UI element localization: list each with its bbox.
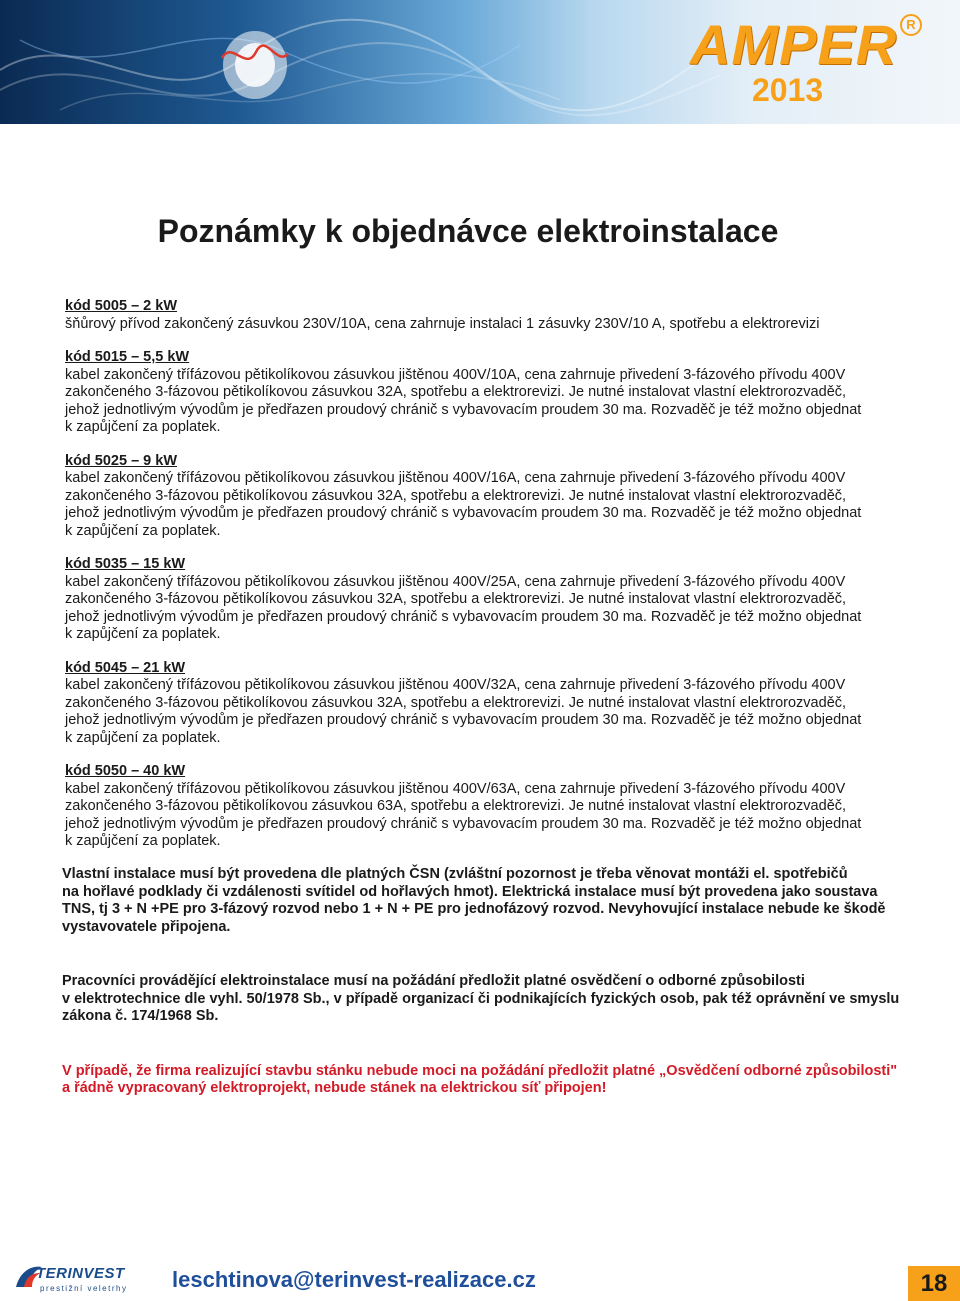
brand-name: TERINVEST	[36, 1265, 125, 1282]
list-item	[65, 763, 925, 851]
logo-text: AMPER	[690, 13, 898, 76]
logo-year: 2013	[752, 72, 824, 108]
item-text: kabel zakončený třífázovou pětikolíkovou zásuvkou jištěnou 400V/16A, cena zahrnuje přivedení 3-fázového přívodu 400V zakončeného 3-fázovou pětikolíkovou zásuvkou 32A, spotřebu a elektrorevizi. Je nutné instalovat vlastní elektrorozvaděč, jehož jednotlivým vývodům je předřazen proudový chránič s vybavovacím proudem 30 ma. Rozvaděč je též možno objednat k zapůjčení za poplatek.	[65, 470, 862, 539]
list-item	[65, 660, 925, 748]
list-item	[65, 453, 925, 541]
contact-email[interactable]: leschtinova@terinvest-realizace.cz	[172, 1267, 536, 1292]
item-text: kabel zakončený třífázovou pětikolíkovou zásuvkou jištěnou 400V/25A, cena zahrnuje přivedení 3-fázového přívodu 400V zakončeného 3-fázovou pětikolíkovou zásuvkou 32A, spotřebu a elektrorevizi. Je nutné instalovat vlastní elektrorozvaděč, jehož jednotlivým vývodům je předřazen proudový chránič s vybavovacím proudem 30 ma. Rozvaděč je též možno objednat k zapůjčení za poplatek.	[65, 573, 862, 642]
item-list	[65, 298, 925, 867]
item-heading: kód 5005 – 2 kW	[65, 298, 178, 314]
amper-logo	[690, 14, 930, 114]
item-heading: kód 5045 – 21 kW	[65, 659, 186, 676]
qualification-note: Pracovníci provádějící elektroinstalace musí na požádání předložit platné osvědčení o odborné způsobilosti v elektrotechnice dle vyhl. 50/1978 Sb., v případě organizací či podnikajících fyzických osob, pak též oprávnění ve smyslu zákona č. 174/1968 Sb.	[62, 973, 900, 1024]
page-title: Poznámky k objednávce elektroinstalace	[157, 213, 779, 249]
item-heading: kód 5050 – 40 kW	[65, 763, 186, 779]
header-banner	[0, 0, 960, 124]
page-number: 18	[908, 1266, 960, 1301]
item-heading: kód 5035 – 15 kW	[65, 556, 186, 572]
installation-note: Vlastní instalace musí být provedena dle platných ČSN (zvláštní pozornost je třeba věnovat montáži el. spotřebičů na hořlavé podklady či vzdálenosti svítidel od hořlavých hmot). Elektrická instalace musí být provedena jako soustava TNS, tj 3 + N +PE pro 3-fázový rozvod nebo 1 + N + PE pro jednofázový rozvod. Nevyhovující instalace nebude ke škodě vystavovatele připojena.	[62, 866, 886, 935]
item-text: kabel zakončený třífázovou pětikolíkovou zásuvkou jištěnou 400V/63A, cena zahrnuje přivedení 3-fázového přívodu 400V zakončeného 3-fázovou pětikolíkovou zásuvkou 63A, spotřebu a elektrorevizi. Je nutné instalovat vlastní elektrorozvaděč, jehož jednotlivým vývodům je předřazen proudový chránič s vybavovacím proudem 30 ma. Rozvaděč je též možno objednat k zapůjčení za poplatek.	[65, 780, 862, 849]
item-heading: kód 5025 – 9 kW	[65, 452, 178, 469]
item-text: šňůrový přívod zakončený zásuvkou 230V/10A, cena zahrnuje instalaci 1 zásuvky 230V/10 A, spotřebu a elektrorevizi	[65, 315, 820, 332]
list-item	[65, 556, 925, 644]
item-text: kabel zakončený třífázovou pětikolíkovou zásuvkou jištěnou 400V/32A, cena zahrnuje přivedení 3-fázového přívodu 400V zakončeného 3-fázovou pětikolíkovou zásuvkou 32A, spotřebu a elektrorevizi. Je nutné instalovat vlastní elektrorozvaděč, jehož jednotlivým vývodům je předřazen proudový chránič s vybavovacím proudem 30 ma. Rozvaděč je též možno objednat k zapůjčení za poplatek.	[65, 677, 862, 746]
brand-tagline: prestižní veletrhy	[40, 1284, 128, 1293]
notes-section	[62, 866, 932, 1135]
item-heading: kód 5015 – 5,5 kW	[65, 349, 190, 365]
list-item	[65, 349, 925, 437]
list-item	[65, 298, 925, 333]
terinvest-logo	[14, 1263, 134, 1299]
item-text: kabel zakončený třífázovou pětikolíkovou zásuvkou jištěnou 400V/10A, cena zahrnuje přivedení 3-fázového přívodu 400V zakončeného 3-fázovou pětikolíkovou zásuvkou 32A, spotřebu a elektrorevizi. Je nutné instalovat vlastní elektrorozvaděč, jehož jednotlivým vývodům je předřazen proudový chránič s vybavovacím proudem 30 ma. Rozvaděč je též možno objednat k zapůjčení za poplatek.	[65, 366, 862, 435]
warning-note: V případě, že firma realizující stavbu stánku nebude moci na požádání předložit platné „Osvědčení odborné způsobilosti" a řádně vypracovaný elektroprojekt, nebude stánek na elektrickou síť připojen!	[62, 1062, 898, 1096]
registered-mark-icon: R	[900, 14, 922, 36]
